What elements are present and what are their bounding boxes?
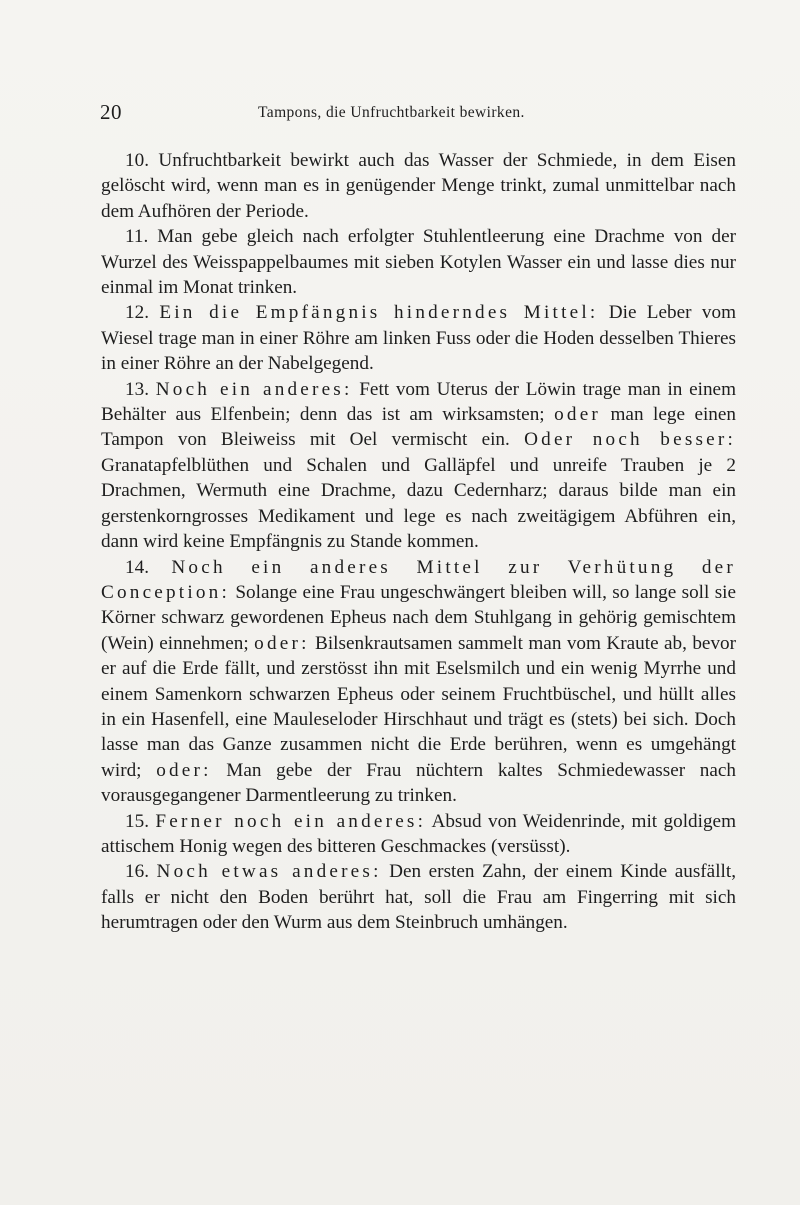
- spaced-heading: Noch etwas anderes:: [156, 861, 382, 883]
- spaced-heading: Noch ein anderes:: [155, 378, 353, 400]
- paragraph-text: Granatapfelblüthen und Schalen und Galläpfel und unreife Trauben je 2 Drachmen, Wermuth eine Drachme, dazu Cedernharz; daraus bilde man ein gerstenkorngrosses Medikament und lege es nach zweitägigem Abführen ein, dann wird keine Empfängnis zu Stande kommen.: [101, 454, 736, 553]
- spaced-word: Oder noch besser:: [524, 429, 736, 451]
- page-header: [100, 100, 740, 130]
- paragraph-text: Man gebe gleich nach erfolgter Stuhlentleerung eine Drachme von der Wurzel des Weisspappelbaumes mit sieben Kotylen Wasser ein und lasse dies nur einmal im Monat trinken.: [101, 226, 737, 299]
- paragraph-number: 12.: [125, 302, 149, 324]
- paragraph-number: 13.: [125, 378, 149, 400]
- spaced-word: oder: [554, 404, 602, 426]
- paragraph-16: [101, 859, 736, 935]
- paragraph-text: Unfruchtbarkeit bewirkt auch das Wasser der Schmiede, in dem Eisen gelöscht wird, wenn man es in genügender Menge trinkt, zumal unmittelbar nach dem Aufhören der Periode.: [101, 150, 737, 222]
- paragraph-text: Fett vom Uterus der Löwin trage man in einem Behälter aus Elfenbein; denn das ist am wirksamsten;: [101, 378, 737, 426]
- paragraph-14: [101, 555, 736, 809]
- paragraph-12: [101, 300, 736, 376]
- paragraph-number: 11.: [125, 226, 149, 248]
- paragraph-text: Die Leber vom Wiesel trage man in einer Röhre am linken Fuss oder die Hoden desselben Thieres in einer Röhre an der Nabelgegend.: [101, 302, 737, 375]
- spaced-heading: Ein die Empfängnis hinderndes Mittel:: [159, 302, 599, 324]
- paragraph-number: 14.: [125, 556, 149, 578]
- running-head: Tampons, die Unfruchtbarkeit bewirken.: [258, 104, 525, 121]
- paragraph-11: [101, 224, 736, 300]
- spaced-heading: Noch ein anderes Mittel zur Verhütung der Conception:: [101, 556, 736, 603]
- page-body: [101, 148, 736, 936]
- paragraph-number: 15.: [125, 810, 149, 832]
- spaced-heading: Ferner noch ein anderes:: [155, 810, 427, 832]
- paragraph-text: Man gebe der Frau nüchtern kaltes Schmiedewasser nach vorausgegangener Darmentleerung zu trinken.: [101, 759, 737, 807]
- paragraph-10: [101, 148, 736, 224]
- paragraph-text: Absud von Weidenrinde, mit goldigem attischem Honig wegen des bitteren Geschmackes (versüsst).: [101, 810, 737, 857]
- paragraph-13: [101, 377, 736, 555]
- paragraph-text: man lege einen Tampon von Bleiweiss mit Oel vermischt ein.: [101, 404, 737, 451]
- paragraph-text: Den ersten Zahn, der einem Kinde ausfällt, falls er nicht den Boden berührt hat, soll die Frau am Fingerring mit sich herumtragen oder den Wurm aus dem Steinbruch umhängen.: [101, 861, 736, 934]
- spaced-word: oder:: [254, 632, 310, 654]
- paragraph-text: Bilsenkrautsamen sammelt man vom Kraute ab, bevor er auf die Erde fällt, und zerstösst ihn mit Eselsmilch und ein wenig Myrrhe und einem Samenkorn schwarzen Epheus oder seinem Fruchtbüschel, und hüllt alles in ein Hasenfell, eine Mauleseloder Hirschhaut und trägt es (stets) bei sich. Doch lasse man das Ganze zusammen nicht die Erde berühren, wenn es umgehängt wird;: [101, 632, 737, 781]
- paragraph-15: [101, 809, 736, 860]
- page-number: 20: [100, 100, 122, 124]
- paragraph-number: 16.: [125, 861, 149, 883]
- spaced-word: oder:: [156, 759, 212, 781]
- paragraph-number: 10.: [125, 150, 149, 171]
- paragraph-text: Solange eine Frau ungeschwängert bleiben will, so lange soll sie Körner schwarz gewordenen Epheus nach dem Stuhlgang in gehörig gemischtem (Wein) einnehmen;: [101, 581, 737, 654]
